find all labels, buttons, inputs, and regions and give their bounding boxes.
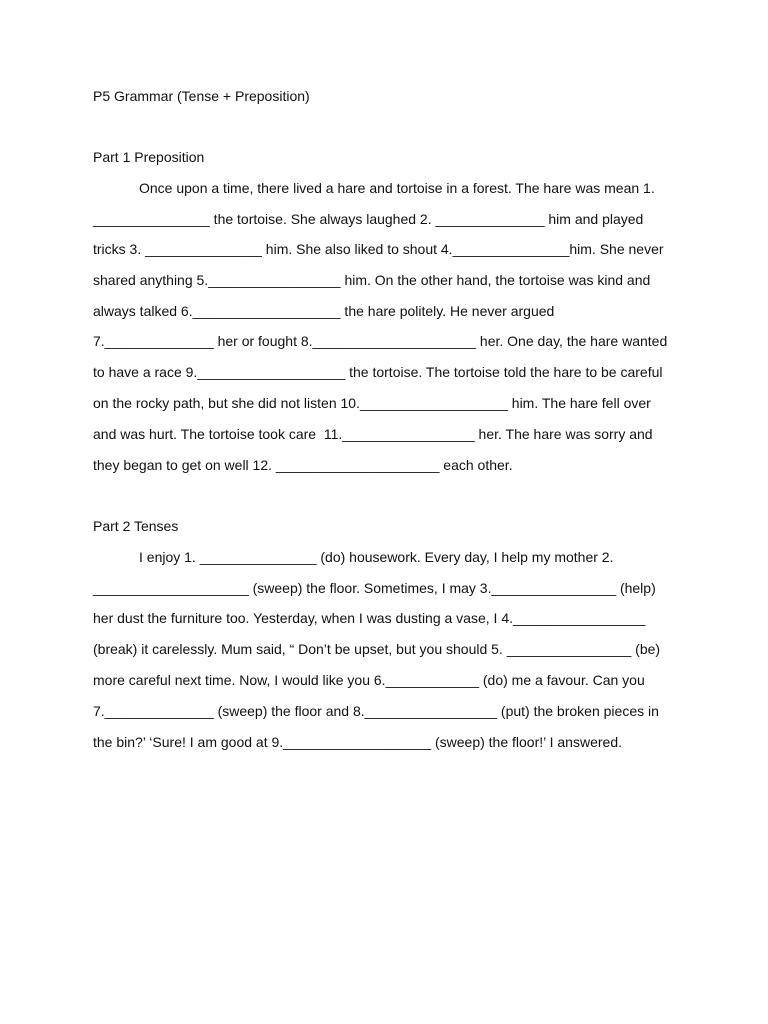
part2-heading: Part 2 Tenses xyxy=(93,518,179,534)
part1-line: tricks 3. _______________ him. She also liked to shout 4._______________him. She never xyxy=(93,241,664,257)
page-title: P5 Grammar (Tense + Preposition) xyxy=(93,88,310,104)
part1-line: _______________ the tortoise. She always laughed 2. ______________ him and played xyxy=(93,211,644,227)
part1-heading: Part 1 Preposition xyxy=(93,149,205,165)
part1-line: and was hurt. The tortoise took care 11._________________ her. The hare was sorry and xyxy=(93,426,653,442)
part1-line: 7.______________ her or fought 8._____________________ her. One day, the hare wanted xyxy=(93,333,668,349)
part1-line: they began to get on well 12. _____________________ each other. xyxy=(93,457,513,473)
part2-line: 7.______________ (sweep) the floor and 8._________________ (put) the broken pieces in xyxy=(93,703,659,719)
part2-line: the bin?’ ‘Sure! I am good at 9.___________________ (sweep) the floor!’ I answered. xyxy=(93,734,622,750)
part1-line: Once upon a time, there lived a hare and tortoise in a forest. The hare was mean 1. xyxy=(139,180,655,196)
part1-line: on the rocky path, but she did not listen 10.___________________ him. The hare fell over xyxy=(93,395,651,411)
part2-line: her dust the furniture too. Yesterday, when I was dusting a vase, I 4._________________ xyxy=(93,610,646,626)
part1-line: to have a race 9.___________________ the tortoise. The tortoise told the hare to be careful xyxy=(93,364,663,380)
part1-line: shared anything 5._________________ him. On the other hand, the tortoise was kind and xyxy=(93,272,651,288)
part2-line: I enjoy 1. _______________ (do) housework. Every day, I help my mother 2. xyxy=(139,549,614,565)
part2-line: more careful next time. Now, I would like you 6.____________ (do) me a favour. Can you xyxy=(93,672,645,688)
part1-line: always talked 6.___________________ the hare politely. He never argued xyxy=(93,303,555,319)
part2-line: (break) it carelessly. Mum said, “ Don’t be upset, but you should 5. ________________ (be) xyxy=(93,641,661,657)
part2-line: ____________________ (sweep) the floor. Sometimes, I may 3.________________ (help) xyxy=(93,580,656,596)
